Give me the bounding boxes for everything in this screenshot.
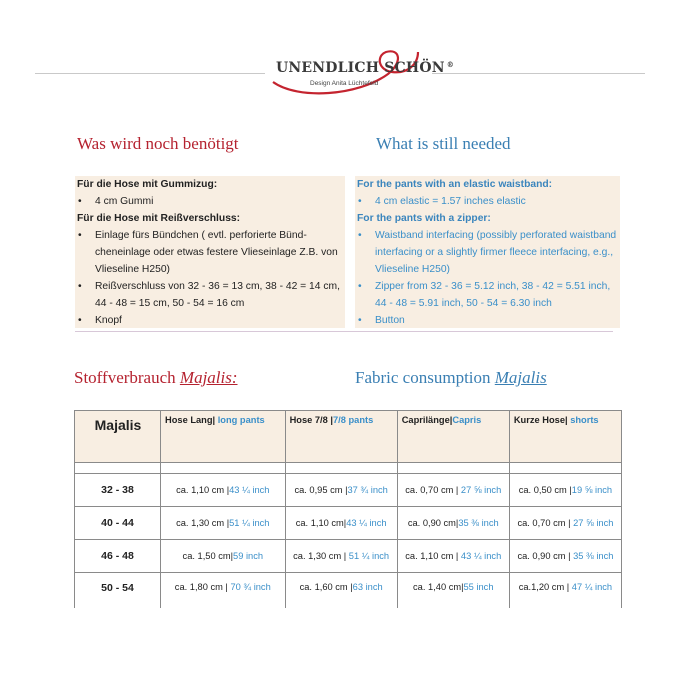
materials-head: Für die Hose mit Gummizug: <box>77 179 218 190</box>
table-cell: ca. 0,70 cm | 27 ⅝ inch <box>397 474 509 507</box>
list-item: • 4 cm Gummi <box>78 196 154 207</box>
table-row <box>75 507 622 540</box>
table-corner: Majalis <box>75 411 161 463</box>
table-cell: ca. 1,80 cm | 70 ¾ inch <box>161 573 286 609</box>
materials-head: Für die Hose mit Reißverschluss: <box>77 213 241 224</box>
table-cell: ca. 0,90 cm|35 ⅜ inch <box>397 507 509 540</box>
table-spacer <box>75 463 622 474</box>
table-cell: ca. 1,10 cm|43 ¼ inch <box>285 507 397 540</box>
table-cell: ca. 0,95 cm |37 ¾ inch <box>285 474 397 507</box>
materials-box-de <box>75 176 345 328</box>
heading-fabric-de: Stoffverbrauch Majalis: <box>74 368 238 387</box>
size-cell: 46 - 48 <box>75 540 161 573</box>
list-item: • Einlage fürs Bündchen ( evtl. perforierte Bünd-cheneinlage oder etwas festere Vlieseinlage Z.B. von Vlieseline H250) <box>78 230 338 275</box>
fabric-table <box>74 410 622 608</box>
heading-fabric-en: Fabric consumption Majalis <box>355 368 547 387</box>
logo-tagline: Design Anita Lüchtefeld <box>310 80 379 87</box>
header-rule-right <box>432 73 645 74</box>
list-item: • 4 cm elastic = 1.57 inches elastic <box>358 196 526 207</box>
list-item: • Zipper from 32 - 36 = 5.12 inch, 38 - 42 = 5.51 inch, 44 - 48 = 5.91 inch, 50 - 54 = 6.30 inch <box>358 281 611 309</box>
materials-box-en <box>355 176 620 328</box>
list-item: • Button <box>358 315 405 326</box>
header-rule-left <box>35 73 265 74</box>
table-cell: ca. 1,30 cm |51 ¼ inch <box>161 507 286 540</box>
materials-head: For the pants with a zipper: <box>357 213 491 224</box>
size-cell: 40 - 44 <box>75 507 161 540</box>
table-cell: ca. 1,10 cm |43 ¼ inch <box>161 474 286 507</box>
table-cell: ca. 1,40 cm|55 inch <box>397 573 509 609</box>
heading-needed-en: What is still needed <box>376 134 511 153</box>
heading-needed-de: Was wird noch benötigt <box>77 134 239 153</box>
materials-head: For the pants with an elastic waistband: <box>357 179 553 190</box>
section-divider <box>75 331 613 332</box>
column-header: Kurze Hose| shorts <box>509 411 621 463</box>
table-cell: ca. 0,70 cm | 27 ⅝ inch <box>509 507 621 540</box>
column-header: Hose 7/8 |7/8 pants <box>285 411 397 463</box>
table-row <box>75 573 622 609</box>
table-cell: ca. 0,90 cm | 35 ⅜ inch <box>509 540 621 573</box>
table-cell: ca.1,20 cm | 47 ¼ inch <box>509 573 621 609</box>
column-header: Hose Lang| long pants <box>161 411 286 463</box>
table-row <box>75 540 622 573</box>
table-cell: ca. 0,50 cm |19 ⅝ inch <box>509 474 621 507</box>
list-item: • Reißverschluss von 32 - 36 = 13 cm, 38 - 42 = 14 cm, 44 - 48 = 15 cm, 50 - 54 = 16 cm <box>78 281 340 309</box>
size-cell: 50 - 54 <box>75 573 161 609</box>
list-item: • Waistband interfacing (possibly perforated waistband interfacing or a slightly firmer fleece interfacing, e.g., Vlieseline H250) <box>358 230 617 275</box>
list-item: • Knopf <box>78 315 122 326</box>
size-cell: 32 - 38 <box>75 474 161 507</box>
brand-logo <box>268 38 454 98</box>
table-cell: ca. 1,60 cm |63 inch <box>285 573 397 609</box>
table-row <box>75 474 622 507</box>
table-header-row <box>75 411 622 463</box>
table-cell: ca. 1,30 cm | 51 ¼ inch <box>285 540 397 573</box>
table-cell: ca. 1,10 cm | 43 ¼ inch <box>397 540 509 573</box>
column-header: Caprilänge|Capris <box>397 411 509 463</box>
logo-wordmark: UNENDLICH SCHÖN ® <box>276 60 454 76</box>
table-cell: ca. 1,50 cm|59 inch <box>161 540 286 573</box>
